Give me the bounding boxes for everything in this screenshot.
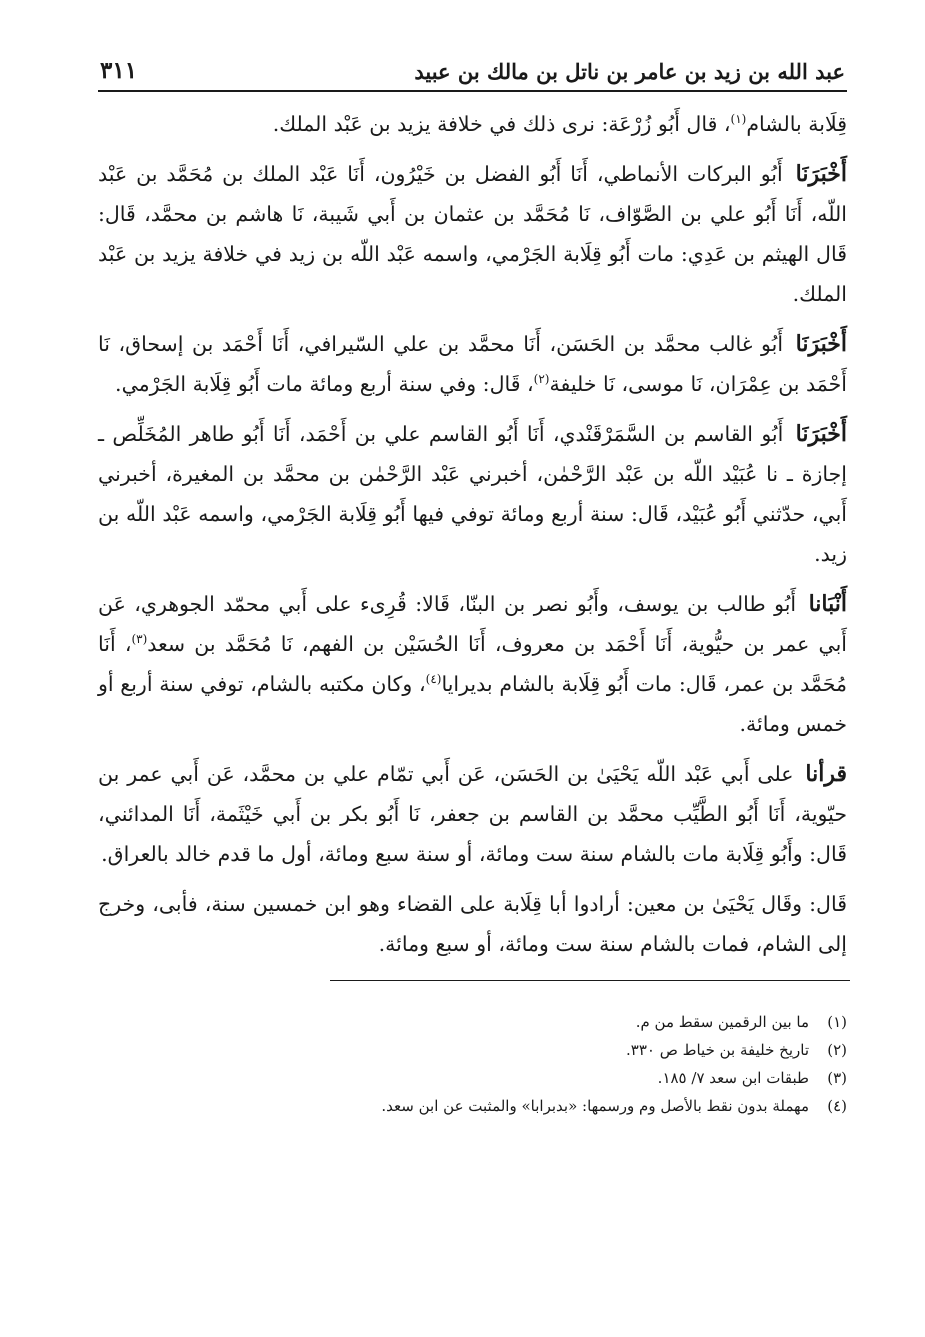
- footnote-3: [98, 1064, 847, 1092]
- footnote-1-text: ما بين الرقمين سقط من م.: [635, 1013, 809, 1031]
- paragraph-2-text: أَبُو البركات الأنماطي، أَنَا أَبُو الفضل بن خَيْرُون، أَنَا عَبْد الملك بن مُحَمَّد بن عَبْد اللّه، أَنَا أَبُو علي بن الصَّوّاف، نَا مُحَمَّد بن عثمان بن أَبي شَيبة، نَا هاشم بن محمَّد، قَال: قَال الهيثم بن عَدِي: مات أَبُو قِلَابة الجَرْمي، واسمه عَبْد اللّه بن زيد في خلافة يزيد بن عَبْد الملك.: [98, 162, 847, 306]
- paragraph-4-lead: أَخْبَرَنَا: [795, 421, 847, 447]
- page-number: ٣١١: [100, 57, 138, 84]
- paragraph-7: [98, 884, 847, 964]
- footnote-ref-3: (٣): [131, 632, 148, 647]
- paragraph-1-text: قِلَابة بالشام: [746, 112, 847, 136]
- footnote-4-text: مهملة بدون نقط بالأصل وم ورسمها: «بدبرابا» والمثبت عن ابن سعد.: [381, 1097, 809, 1115]
- footnotes: [98, 1008, 847, 1120]
- paragraph-1-rest: ، قال أَبُو زُرْعَة: نرى ذلك في خلافة يزيد بن عَبْد الملك.: [272, 112, 731, 136]
- paragraph-4: [98, 414, 847, 574]
- paragraph-6-lead: قرأنا: [805, 761, 847, 787]
- footnote-separator-area: [98, 974, 847, 994]
- footnote-2-text: تاريخ خليفة بن خياط ص ٣٣٠.: [625, 1041, 809, 1059]
- footnote-ref-4: (٤): [425, 672, 442, 687]
- paragraph-3-lead: أَخْبَرَنَا: [795, 331, 847, 357]
- footnote-separator: [330, 980, 850, 981]
- main-text: [98, 104, 847, 964]
- paragraph-5-rest: ، أَنَا مُحَمَّد بن عمر، قَال: مات أَبُو قِلَابة بالشام بديرايا: [98, 632, 847, 696]
- paragraph-3-text: أَبُو غالب محمَّد بن الحَسَن، أَنَا محمَّد بن علي السّيرافي، أَنَا أَحْمَد بن إسحاق، نَا أَحْمَد بن عِمْرَان، نَا موسى، نَا خليفة: [98, 332, 847, 396]
- footnote-1: [98, 1008, 847, 1036]
- running-title: عبد الله بن زيد بن عامر بن ناتل بن مالك بن عبيد: [414, 59, 845, 84]
- paragraph-3-rest: ، قَال: وفي سنة أربع ومائة مات أَبُو قِلَابة الجَرْمي.: [115, 372, 534, 396]
- paragraph-4-text: أَبُو القاسم بن السَّمَرْقَنْدي، أَنَا أَبُو القاسم علي بن أَحْمَد، أَنَا أَبُو طاهر المُخَلِّص ـ إجازة ـ نا عُبَيْد اللّه بن عَبْد الرَّحْمٰن، أخبرني عَبْد الرَّحْمٰن بن محمَّد بن المغيرة، أخبرني أَبي، حدّثني أَبُو عُبَيْد، قَال: سنة أربع ومائة توفي فيها أَبُو قِلَابة الجَرْمي، واسمه عَبْد اللّه بن زيد.: [98, 422, 847, 566]
- paragraph-6: [98, 754, 847, 874]
- footnote-3-number: (٣): [827, 1069, 847, 1087]
- running-header: [98, 52, 847, 92]
- paragraph-5-rest-2: ، وكان مكتبه بالشام، توفي سنة أربع أو خمس ومائة.: [98, 672, 847, 736]
- paragraph-1: [98, 104, 847, 144]
- footnote-4: [98, 1092, 847, 1120]
- footnote-3-text: طبقات ابن سعد ٧/ ١٨٥.: [657, 1069, 809, 1087]
- footnote-4-number: (٤): [827, 1097, 847, 1115]
- footnote-ref-1: (١): [730, 112, 747, 127]
- paragraph-5-text: أَبُو طالب بن يوسف، وأَبُو نصر بن البنّا، قَالا: قُرِىء على أَبي محمّد الجوهري، عَن أَبي عمر بن حيُّوية، أَنَا أَحْمَد بن معروف، أَنَا الحُسَيْن بن الفهم، نَا مُحَمَّد بن سعد: [98, 592, 848, 656]
- footnote-2: [98, 1036, 847, 1064]
- footnote-ref-2: (٢): [533, 372, 550, 387]
- paragraph-7-text: قَال: وقَال يَحْيَىٰ بن معين: أرادوا أبا قِلَابة على القضاء وهو ابن خمسين سنة، فأبى، وخرج إلى الشام، فمات بالشام سنة ست ومائة، أو سبع ومائة.: [98, 892, 847, 956]
- paragraph-5-lead: أَنْبَانا: [808, 591, 847, 617]
- paragraph-3: [98, 324, 847, 404]
- paragraph-2: [98, 154, 847, 314]
- paragraph-6-text: على أَبي عَبْد اللّه يَحْيَىٰ بن الحَسَن، عَن أَبي تمّام علي بن محمَّد، عَن أَبي عمر بن حيّوية، أَنَا أَبُو الطَّيِّب محمَّد بن القاسم بن جعفر، نَا أَبُو بكر بن أَبي خَيْثَمة، أَنَا المدائني، قَال: وأَبُو قِلَابة مات بالشام سنة ست ومائة، أو سنة سبع ومائة، أول ما قدم خالد بالعراق.: [98, 762, 847, 866]
- footnote-2-number: (٢): [827, 1041, 847, 1059]
- footnote-1-number: (١): [827, 1013, 847, 1031]
- paragraph-2-lead: أَخْبَرَنَا: [795, 161, 847, 187]
- paragraph-5: [98, 584, 847, 744]
